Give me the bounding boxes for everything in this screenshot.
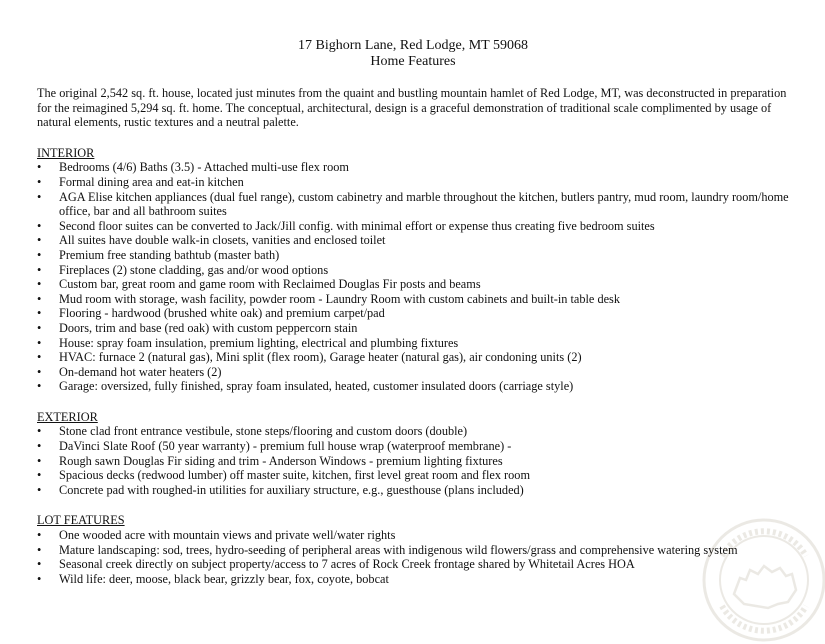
list-item: • Seasonal creek directly on subject property/access to 7 acres of Rock Creek frontage shared by Whitetail Acres HOA — [37, 557, 789, 572]
document-header — [37, 38, 789, 70]
property-address: 17 Bighorn Lane, Red Lodge, MT 59068 — [298, 38, 528, 53]
interior-section — [37, 146, 789, 394]
list-item: • Flooring - hardwood (brushed white oak) and premium carpet/pad — [37, 306, 789, 321]
section-title-exterior: EXTERIOR — [37, 409, 98, 424]
list-item: • Concrete pad with roughed-in utilities for auxiliary structure, e.g., guesthouse (plans included) — [37, 483, 789, 498]
list-item: • Garage: oversized, fully finished, spray foam insulated, heated, customer insulated doors (carriage style) — [37, 379, 789, 394]
exterior-list — [37, 424, 789, 497]
list-item: • All suites have double walk-in closets, vanities and enclosed toilet — [37, 233, 789, 248]
lot-section — [37, 513, 789, 586]
list-item: • Rough sawn Douglas Fir siding and trim - Anderson Windows - premium lighting fixtures — [37, 454, 789, 469]
list-item: • Doors, trim and base (red oak) with custom peppercorn stain — [37, 321, 789, 336]
list-item: • Second floor suites can be converted to Jack/Jill config. with minimal effort or expense thus creating five bedroom suites — [37, 219, 789, 234]
montana-seal-watermark-icon — [700, 516, 825, 644]
list-item: • Fireplaces (2) stone cladding, gas and/or wood options — [37, 263, 789, 278]
section-title-lot: LOT FEATURES — [37, 513, 125, 528]
document-title: Home Features — [370, 54, 456, 69]
list-item: • Stone clad front entrance vestibule, stone steps/flooring and custom doors (double) — [37, 424, 789, 439]
list-item: • Custom bar, great room and game room with Reclaimed Douglas Fir posts and beams — [37, 277, 789, 292]
list-item: • On-demand hot water heaters (2) — [37, 365, 789, 380]
list-item: • Bedrooms (4/6) Baths (3.5) - Attached multi-use flex room — [37, 160, 789, 175]
exterior-section — [37, 410, 789, 498]
list-item: • DaVinci Slate Roof (50 year warranty) - premium full house wrap (waterproof membrane) - — [37, 439, 789, 454]
intro-paragraph: The original 2,542 sq. ft. house, located just minutes from the quaint and bustling mountain hamlet of Red Lodge, MT, was deconstructed in preparation for the reimagined 5,294 sq. ft. home. The conceptual, architectural, design is a graceful demonstration of traditional scale complimented by usage of natural elements, rustic textures and a neutral palette. — [37, 86, 787, 130]
list-item: • House: spray foam insulation, premium lighting, electrical and plumbing fixtures — [37, 336, 789, 351]
list-item: • Mature landscaping: sod, trees, hydro-seeding of peripheral areas with indigenous wild flowers/grass and comprehensive watering system — [37, 543, 789, 558]
list-item: • Spacious decks (redwood lumber) off master suite, kitchen, first level great room and flex room — [37, 468, 789, 483]
list-item: • Wild life: deer, moose, black bear, grizzly bear, fox, coyote, bobcat — [37, 572, 789, 587]
section-title-interior: INTERIOR — [37, 145, 95, 160]
lot-list — [37, 528, 789, 586]
list-item: • AGA Elise kitchen appliances (dual fuel range), custom cabinetry and marble throughout the kitchen, butlers pantry, mud room, laundry room/home office, bar and all bathroom suites — [37, 190, 789, 219]
list-item: • Mud room with storage, wash facility, powder room - Laundry Room with custom cabinets and built-in table desk — [37, 292, 789, 307]
list-item: • Premium free standing bathtub (master bath) — [37, 248, 789, 263]
document — [37, 38, 789, 586]
list-item: • Formal dining area and eat-in kitchen — [37, 175, 789, 190]
list-item: • HVAC: furnace 2 (natural gas), Mini split (flex room), Garage heater (natural gas), air condoning units (2) — [37, 350, 789, 365]
interior-list — [37, 160, 789, 394]
list-item: • One wooded acre with mountain views and private well/water rights — [37, 528, 789, 543]
